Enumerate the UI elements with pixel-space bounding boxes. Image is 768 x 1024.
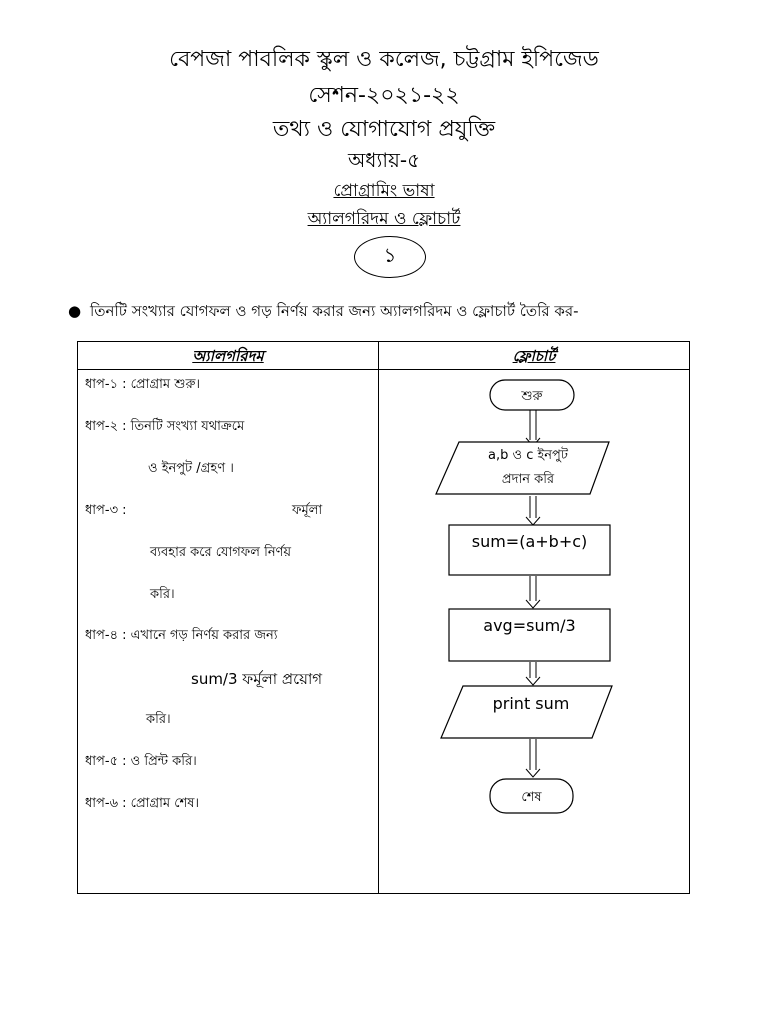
step-2-line-1: ধাপ-২ : তিনটি সংখ্যা যথাক্রমে bbox=[85, 419, 245, 434]
step-3-line-3: করি। bbox=[150, 587, 175, 602]
step-1: ধাপ-১ : প্রোগ্রাম শুরু। bbox=[85, 377, 201, 392]
input-label-line-1: a,b ও c ইনপুট bbox=[488, 448, 568, 463]
flow-arrow-2 bbox=[526, 496, 540, 525]
step-3-formula-label: ফর্মূলা bbox=[292, 503, 323, 518]
question-text: তিনটি সংখ্যার যোগফল ও গড় নির্ণয় করার জন্য অ্যালগরিদম ও ফ্লোচার্ট তৈরি কর- bbox=[90, 302, 579, 320]
chapter-label: অধ্যায়-৫ bbox=[347, 148, 421, 172]
question-line bbox=[68, 300, 579, 325]
step-5: ধাপ-৫ : ও প্রিন্ট করি। bbox=[85, 754, 197, 769]
flow-arrow-4 bbox=[526, 662, 540, 685]
number-badge: ১ bbox=[354, 236, 426, 278]
step-4-line-1: ধাপ-৪ : এখানে গড় নির্ণয় করার জন্য bbox=[85, 628, 278, 643]
subtopic-title: অ্যালগরিদম ও ফ্লোচার্ট bbox=[307, 209, 461, 229]
output-label: print sum bbox=[492, 694, 570, 713]
flowchart-heading: ফ্লোচার্ট bbox=[512, 347, 556, 365]
flow-arrow-5 bbox=[526, 739, 540, 777]
school-name: বেপজা পাবলিক স্কুল ও কলেজ, চট্টগ্রাম ইপিজেড bbox=[169, 47, 599, 72]
algorithm-heading: অ্যালগরিদম bbox=[192, 347, 264, 365]
end-label: শেষ bbox=[521, 790, 542, 805]
algorithm-flowchart-table bbox=[77, 341, 690, 894]
subject-title: তথ্য ও যোগাযোগ প্রযুক্তি bbox=[272, 117, 496, 142]
input-label-line-2: প্রদান করি bbox=[501, 472, 555, 487]
step-3-line-2: ব্যবহার করে যোগফল নির্ণয় bbox=[150, 545, 292, 560]
topic-title: প্রোগ্রামিং ভাষা bbox=[333, 181, 435, 201]
flow-arrow-1 bbox=[526, 410, 540, 446]
flow-arrow-3 bbox=[526, 576, 540, 608]
step-6: ধাপ-৬ : প্রোগ্রাম শেষ। bbox=[85, 796, 200, 811]
step-4-line-2: sum/3 ফর্মূলা প্রয়োগ bbox=[191, 670, 323, 688]
step-2-line-2: ও ইনপুট /গ্রহণ । bbox=[148, 461, 234, 476]
avg-process-label: avg=sum/3 bbox=[483, 616, 576, 635]
start-label: শুরু bbox=[521, 389, 543, 404]
bullet-icon: ● bbox=[68, 302, 82, 320]
session-label: সেশন-২০২১-২২ bbox=[308, 83, 460, 108]
step-3-line-1: ধাপ-৩ : bbox=[85, 503, 127, 518]
step-4-line-3: করি। bbox=[146, 712, 171, 727]
sum-process-label: sum=(a+b+c) bbox=[471, 532, 588, 551]
